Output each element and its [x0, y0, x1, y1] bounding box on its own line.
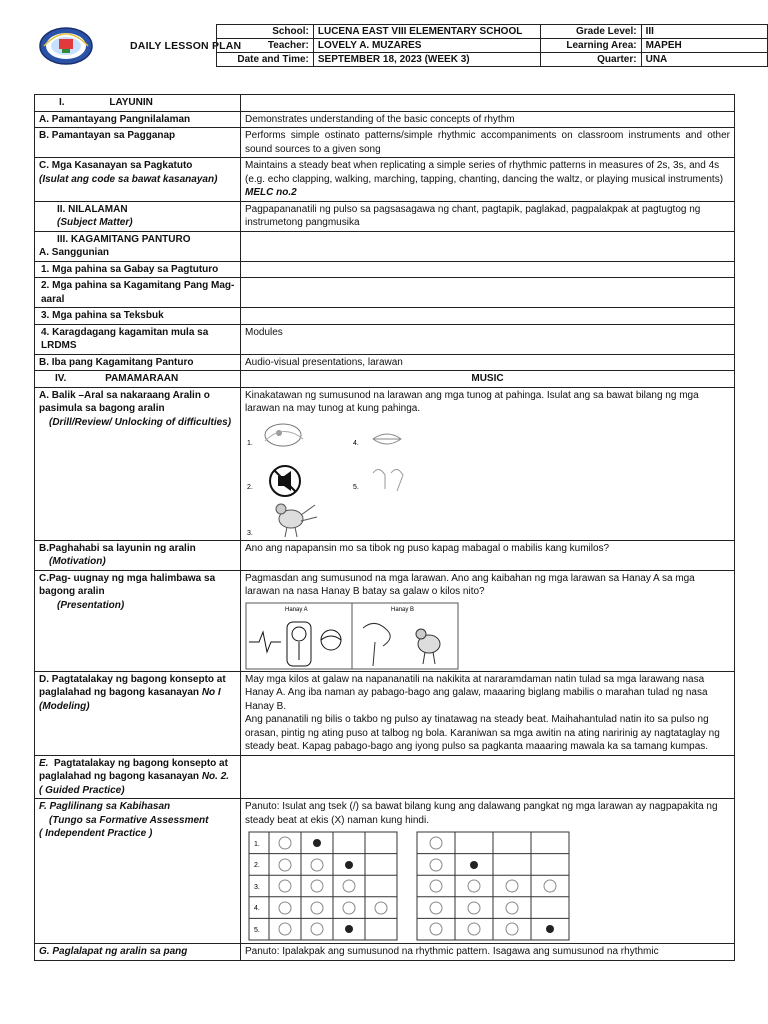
row-sublabel: (Tungo sa Formative Assessment: [49, 814, 209, 826]
empty-cell: [241, 95, 735, 112]
bird-picture-icon: [265, 424, 303, 446]
row-label-letter: E.: [39, 757, 49, 769]
row-content-group: [241, 671, 735, 755]
row-sublabel: ( Independent Practice ): [39, 828, 153, 839]
info-value: UNA: [641, 53, 767, 67]
hanay-b-label: Hanay B: [391, 606, 415, 613]
info-row: [217, 53, 768, 67]
presentation-images: [245, 602, 730, 670]
row-content: Modules: [241, 324, 735, 354]
row-label: B. Iba pang Kagamitang Panturo: [35, 354, 241, 371]
row-label: A. Sanggunian: [39, 247, 109, 258]
table-row: [35, 755, 735, 799]
info-value: SEPTEMBER 18, 2023 (WEEK 3): [313, 53, 540, 67]
row-label: B. Pamantayan sa Pagganap: [35, 128, 241, 158]
row-label-number: No I: [201, 687, 221, 698]
item-number: 5.: [353, 483, 359, 491]
row-content: Pagmasdan ang sumusunod na mga larawan. Ano ang kaibahan ng mga larawan sa Hanay A sa mga larawan na nasa Hanay B batay sa galaw o kilos nito?: [245, 572, 695, 597]
ball-icon: [321, 630, 341, 650]
row-label: F. Paglilinang sa Kabihasan: [39, 801, 171, 812]
table-row: [35, 231, 735, 261]
row-content-group: [241, 570, 735, 671]
table-row: [35, 278, 735, 308]
rooster-icon: [276, 504, 317, 537]
info-value: MAPEH: [641, 39, 767, 53]
row-sublabel: (Isulat ang code sa bawat kasanayan): [39, 173, 218, 185]
rooster-icon: [416, 629, 440, 664]
row-label-group: [35, 755, 241, 799]
info-label: School:: [217, 25, 314, 39]
empty-cell: [241, 278, 735, 308]
section-title: LAYUNIN: [109, 97, 153, 108]
table-row: [35, 324, 735, 354]
row-label: C.Pag- uugnay ng mga halimbawa sa bagong aralin: [39, 572, 216, 597]
section-heading: [35, 95, 241, 112]
table-row: [35, 944, 735, 961]
row-label-text: Pagtatalakay ng bagong konsepto at paglalahad ng bagong kasanayan: [39, 757, 228, 782]
row-label-group: [35, 201, 241, 231]
wind-tree-icon: [363, 623, 390, 666]
item-number: 4.: [353, 439, 359, 447]
lesson-plan-table: [34, 94, 735, 961]
table-row: [35, 201, 735, 231]
info-label: Grade Level:: [540, 25, 641, 39]
melc-code: MELC no.2: [245, 187, 297, 198]
item-number: 3.: [247, 529, 253, 537]
sound-rest-illustrations: [245, 419, 445, 539]
table-row: [35, 799, 735, 944]
row-content: May mga kilos at galaw na napananatili na nakikita at nararamdaman natin tulad sa mga larawang nasa Hanay A. Ang iba naman ay pabago-bago ang galaw, maaaring biglang mabilis o marahan tulad ng nasa Hanay B.: [245, 673, 708, 712]
row-content: Panuto: Ipalakpak ang sumusunod na rhythmic pattern. Isagawa ang sumusunod na rhythmic: [241, 944, 735, 961]
section-heading: II. NILALAMAN: [57, 203, 128, 215]
row-label-group: [35, 570, 241, 671]
row-label: [39, 757, 236, 784]
practice-images: [245, 830, 730, 942]
table-row: [35, 540, 735, 570]
row-content: Kinakatawan ng sumusunod na larawan ang mga tunog at pahinga. Isulat ang sa bawat bilang ng mga larawan na may tunog at kung pahinga.: [245, 389, 699, 414]
row-label: 4. Karagdagang kagamitan mula sa LRDMS: [35, 324, 241, 354]
table-row: [35, 128, 735, 158]
row-content: Performs simple ostinato patterns/simple rhythmic accompaniments on classroom instruments and other sound sources to a given song: [241, 128, 735, 158]
row-label: 3. Mga pahina sa Teksbuk: [35, 308, 241, 325]
row-sublabel: (Subject Matter): [57, 217, 133, 228]
row-label: C. Mga Kasanayan sa Pagkatuto: [39, 160, 193, 171]
row-content: Panuto: Isulat ang tsek (/) sa bawat bilang kung ang dalawang pangkat ng mga larawan ay nagpapakita ng steady beat at ekis (X) naman kung hindi.: [245, 801, 718, 826]
row-content: Ano ang napapansin mo sa tibok ng puso kapag mabagal o mabilis kang kumilos?: [241, 540, 735, 570]
item-number: 1.: [254, 841, 260, 848]
grid-right: [417, 832, 569, 940]
row-sublabel: (Drill/Review/ Unlocking of difficulties): [49, 416, 232, 428]
row-label-group: [35, 671, 241, 755]
table-row: [35, 570, 735, 671]
lips-icon: [373, 434, 401, 444]
info-row: [217, 25, 768, 39]
heartbeat-icon: [249, 632, 281, 652]
info-row: [217, 39, 768, 53]
row-content: Pagpapananatili ng pulso sa pagsasagawa ng chant, pagtapik, paglakad, pagpalakpak at pagtugtog ng instrumetong pangmusika: [241, 201, 735, 231]
clock-icon: [287, 622, 311, 666]
row-content: Demonstrates understanding of the basic concepts of rhythm: [241, 111, 735, 128]
row-sublabel: (Modeling): [39, 700, 90, 712]
subject-heading: MUSIC: [241, 371, 735, 388]
hanay-a-label: Hanay A: [285, 606, 308, 613]
row-label-group: [35, 158, 241, 202]
row-label: A. Balik –Aral sa nakaraang Aralin o pasimula sa bagong aralin: [39, 389, 210, 414]
row-label: [39, 673, 236, 700]
row-content: Audio-visual presentations, larawan: [241, 354, 735, 371]
row-label-text: D. Pagtatalakay ng bagong konsepto at paglalahad ng bagong kasanayan: [39, 673, 226, 698]
row-label: B.Paghahabi sa layunin ng aralin: [39, 542, 196, 554]
row-label: 1. Mga pahina sa Gabay sa Pagtuturo: [35, 261, 241, 278]
item-number: 2.: [247, 483, 253, 491]
steady-beat-grids: [245, 830, 575, 942]
section-row: [35, 95, 735, 112]
info-label: Date and Time:: [217, 53, 314, 67]
row-label-group: [35, 387, 241, 540]
empty-cell: [241, 261, 735, 278]
hands-icon: [373, 469, 403, 491]
section-number: IV.: [55, 373, 67, 384]
info-value: LOVELY A. MUZARES: [313, 39, 540, 53]
info-value: III: [641, 25, 767, 39]
row-label-group: [35, 799, 241, 944]
info-label: Learning Area:: [540, 39, 641, 53]
section-heading: [35, 371, 241, 388]
empty-cell: [241, 308, 735, 325]
hanay-illustrations: [245, 602, 465, 670]
section-heading: III. KAGAMITANG PANTURO: [57, 233, 191, 245]
table-row: [35, 671, 735, 755]
info-label: Teacher:: [217, 39, 314, 53]
section-title: PAMAMARAAN: [105, 373, 179, 384]
row-sublabel: ( Guided Practice): [39, 784, 125, 796]
row-content: Ang pananatili ng bilis o takbo ng pulso ay tinatawag na steady beat. Maihahantulad natin ito sa pulso ng orasan, pintig ng ating puso at talbog ng bola. Karaniwan sa mga awitin na ating naririnig ay nagtataglay ng steady beat. Kapag pabago-bago ang iyong pulso sa pagkanta maaaring mawala ka sa tamang kumpas.: [245, 714, 720, 752]
row-label-number: No. 2.: [201, 771, 230, 782]
school-logo: [38, 26, 94, 66]
row-label: A. Pamantayang Pangnilalaman: [35, 111, 241, 128]
row-content-group: [241, 387, 735, 540]
school-info-table: [216, 24, 768, 67]
item-number: 3.: [254, 884, 260, 891]
row-sublabel: (Motivation): [49, 556, 106, 567]
no-sound-icon: [270, 466, 300, 496]
empty-cell: [241, 755, 735, 799]
grid-left: [249, 832, 397, 940]
row-content-group: [241, 799, 735, 944]
table-row: [35, 111, 735, 128]
review-images: [245, 419, 730, 539]
section-row: [35, 371, 735, 388]
table-row: [35, 354, 735, 371]
info-value: LUCENA EAST VIII ELEMENTARY SCHOOL: [313, 25, 540, 39]
item-number: 5.: [254, 927, 260, 934]
table-row: [35, 158, 735, 202]
item-number: 4.: [254, 905, 260, 912]
table-row: [35, 308, 735, 325]
row-sublabel: (Presentation): [57, 599, 125, 611]
row-label: 2. Mga pahina sa Kagamitang Pang Mag-aaral: [35, 278, 241, 308]
table-row: [35, 387, 735, 540]
empty-cell: [241, 231, 735, 261]
item-number: 1.: [247, 439, 253, 447]
row-content: Maintains a steady beat when replicating a simple series of rhythmic patterns in measures of 2s, 3s, and 4s (e.g. echo clapping, walking, marching, tapping, chanting, dancing the waltz, or playing musical instruments): [245, 160, 724, 185]
row-label: G. Paglalapat ng aralin sa pang: [35, 944, 241, 961]
row-content-group: [241, 158, 735, 202]
row-label-group: [35, 540, 241, 570]
section-number: I.: [59, 97, 65, 108]
document-title: DAILY LESSON PLAN: [130, 40, 242, 52]
item-number: 2.: [254, 862, 260, 869]
row-label-group: [35, 231, 241, 261]
table-row: [35, 261, 735, 278]
info-label: Quarter:: [540, 53, 641, 67]
